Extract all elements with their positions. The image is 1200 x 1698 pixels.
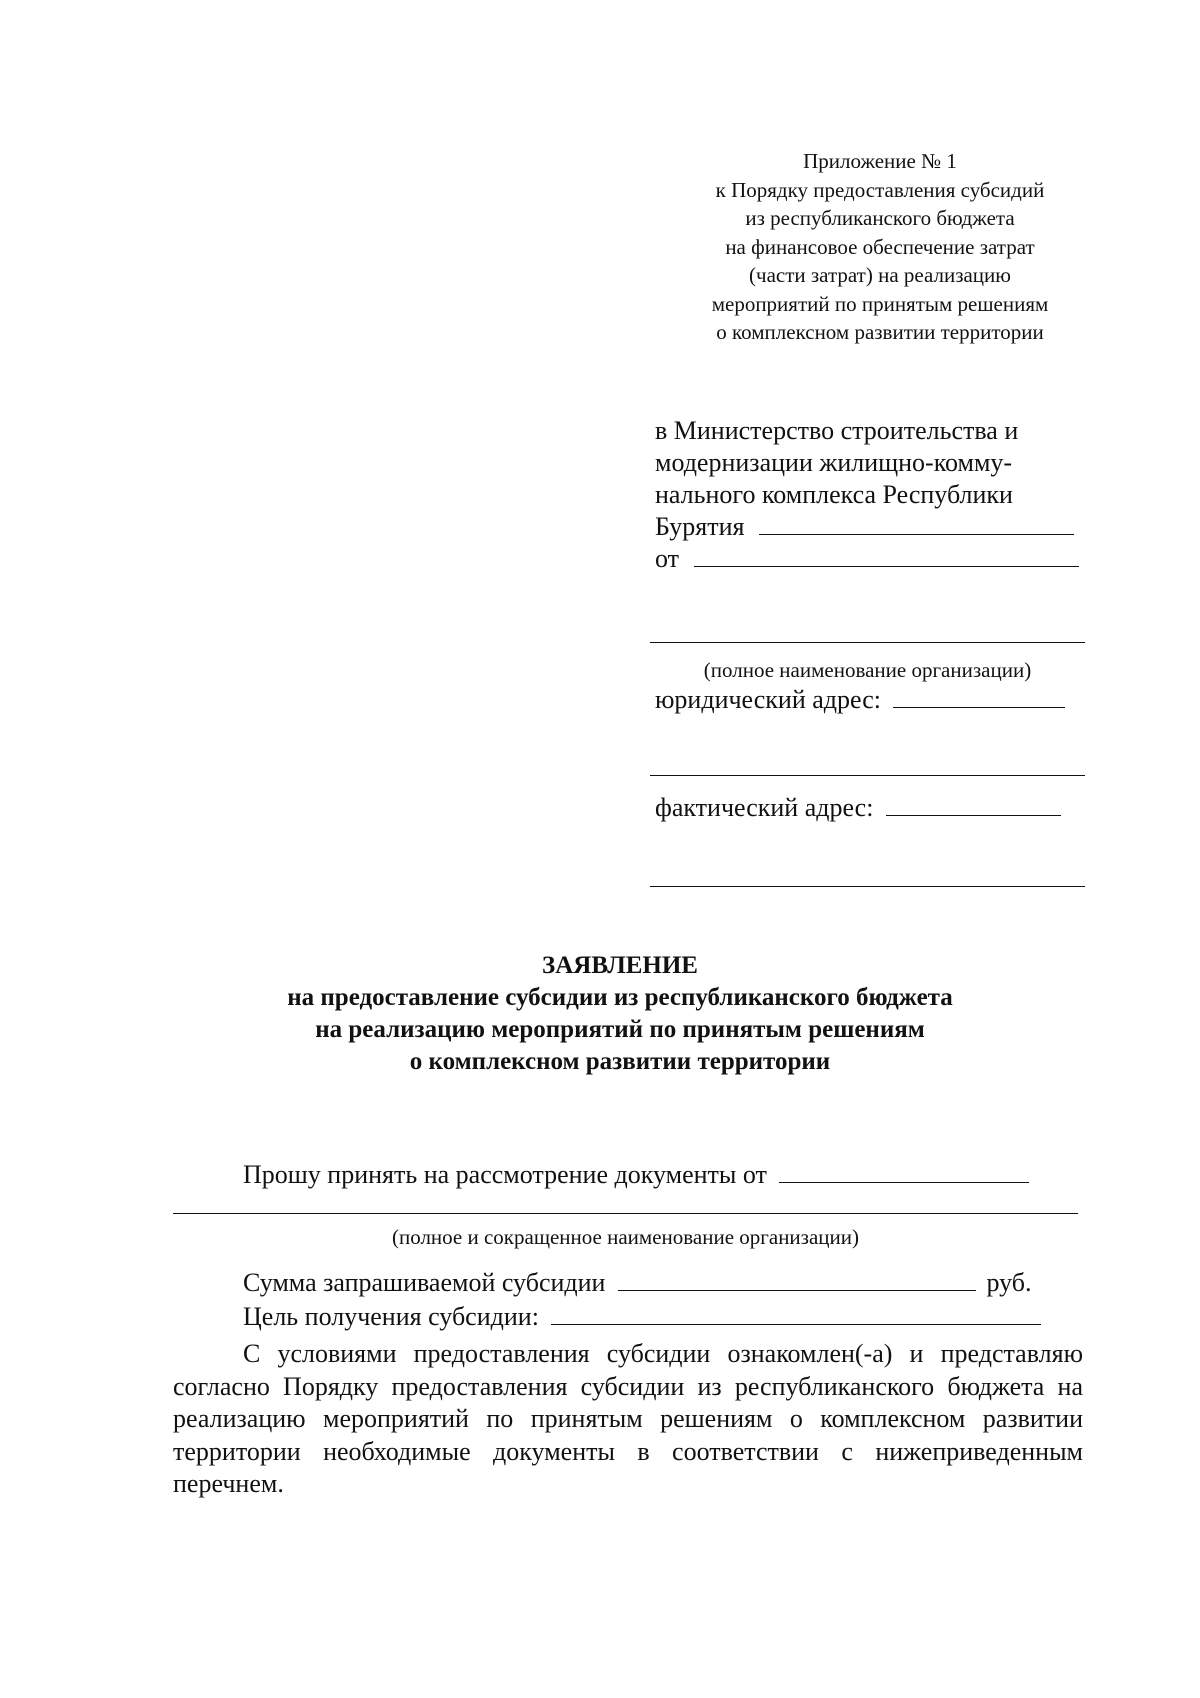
purpose-label: Цель получения субсидии: <box>243 1302 539 1331</box>
appendix-line: на финансовое обеспечение затрат <box>725 234 1035 259</box>
legal-address-label: юридический адрес: <box>655 685 881 714</box>
appendix-line: к Порядку предоставления субсидий <box>715 177 1045 202</box>
appendix-line: из республиканского бюджета <box>745 206 1015 230</box>
request-text: Прошу принять на рассмотрение документы от <box>243 1160 767 1189</box>
org-full-name-hint: (полное и сокращенное наименование организации) <box>391 1225 859 1249</box>
addressee-line: в Министерство строительства и <box>655 416 1019 445</box>
amount-label: Сумма запрашиваемой субсидии <box>243 1268 606 1297</box>
from-blank-field[interactable] <box>694 544 1079 567</box>
org-name-hint: (полное наименование организации) <box>703 658 1032 682</box>
appendix-line: мероприятий по принятым решениям <box>711 291 1049 316</box>
title-line: на реализацию мероприятий по принятым решениям <box>315 1016 925 1043</box>
purpose-row <box>243 1301 1041 1333</box>
appendix-line: (части затрат) на реализацию <box>749 263 1011 287</box>
amount-row <box>243 1267 1032 1299</box>
purpose-field[interactable] <box>551 1302 1041 1325</box>
addressee-region-label: Бурятия <box>655 512 745 541</box>
conditions-paragraph: С условиями предоставления субсидии ознакомлен(-а) и представляю согласно Порядку предоставления субсидии из республиканского бюджета на реализацию мероприятий по принятым решениям о комплексном развитии территории необходимые документы в соответствии с нижеприведенным перечнем. <box>173 1339 1083 1498</box>
addressee-region-line <box>655 511 1100 543</box>
document-title <box>150 950 1090 1078</box>
addressee-line: модернизации жилищно-комму- <box>655 448 1013 477</box>
legal-address-field[interactable] <box>893 685 1065 708</box>
from-line <box>655 543 1100 575</box>
amount-field[interactable] <box>618 1268 976 1291</box>
title-line: о комплексном развитии территории <box>409 1048 831 1075</box>
request-row <box>243 1159 1029 1191</box>
actual-address-label: фактический адрес: <box>655 793 874 822</box>
from-label: от <box>655 544 680 573</box>
legal-address-field-line2[interactable] <box>650 775 1085 776</box>
addressee-block <box>655 415 1100 575</box>
org-name-blank-field[interactable] <box>650 642 1085 643</box>
appendix-header <box>670 147 1090 347</box>
appendix-line: Приложение № 1 <box>803 149 957 173</box>
actual-address-row <box>655 792 1061 824</box>
request-org-field[interactable] <box>779 1160 1029 1183</box>
region-blank-field[interactable] <box>759 512 1074 535</box>
actual-address-field-line2[interactable] <box>650 886 1085 887</box>
title-line: на предоставление субсидии из республиканского бюджета <box>287 984 953 1011</box>
legal-address-row <box>655 684 1065 716</box>
actual-address-field[interactable] <box>886 793 1061 816</box>
appendix-line: о комплексном развитии территории <box>716 320 1044 344</box>
addressee-line: нального комплекса Республики <box>655 480 1013 509</box>
org-full-name-field[interactable] <box>173 1213 1078 1214</box>
amount-unit: руб. <box>986 1268 1032 1297</box>
title-heading: ЗАЯВЛЕНИЕ <box>542 952 698 979</box>
